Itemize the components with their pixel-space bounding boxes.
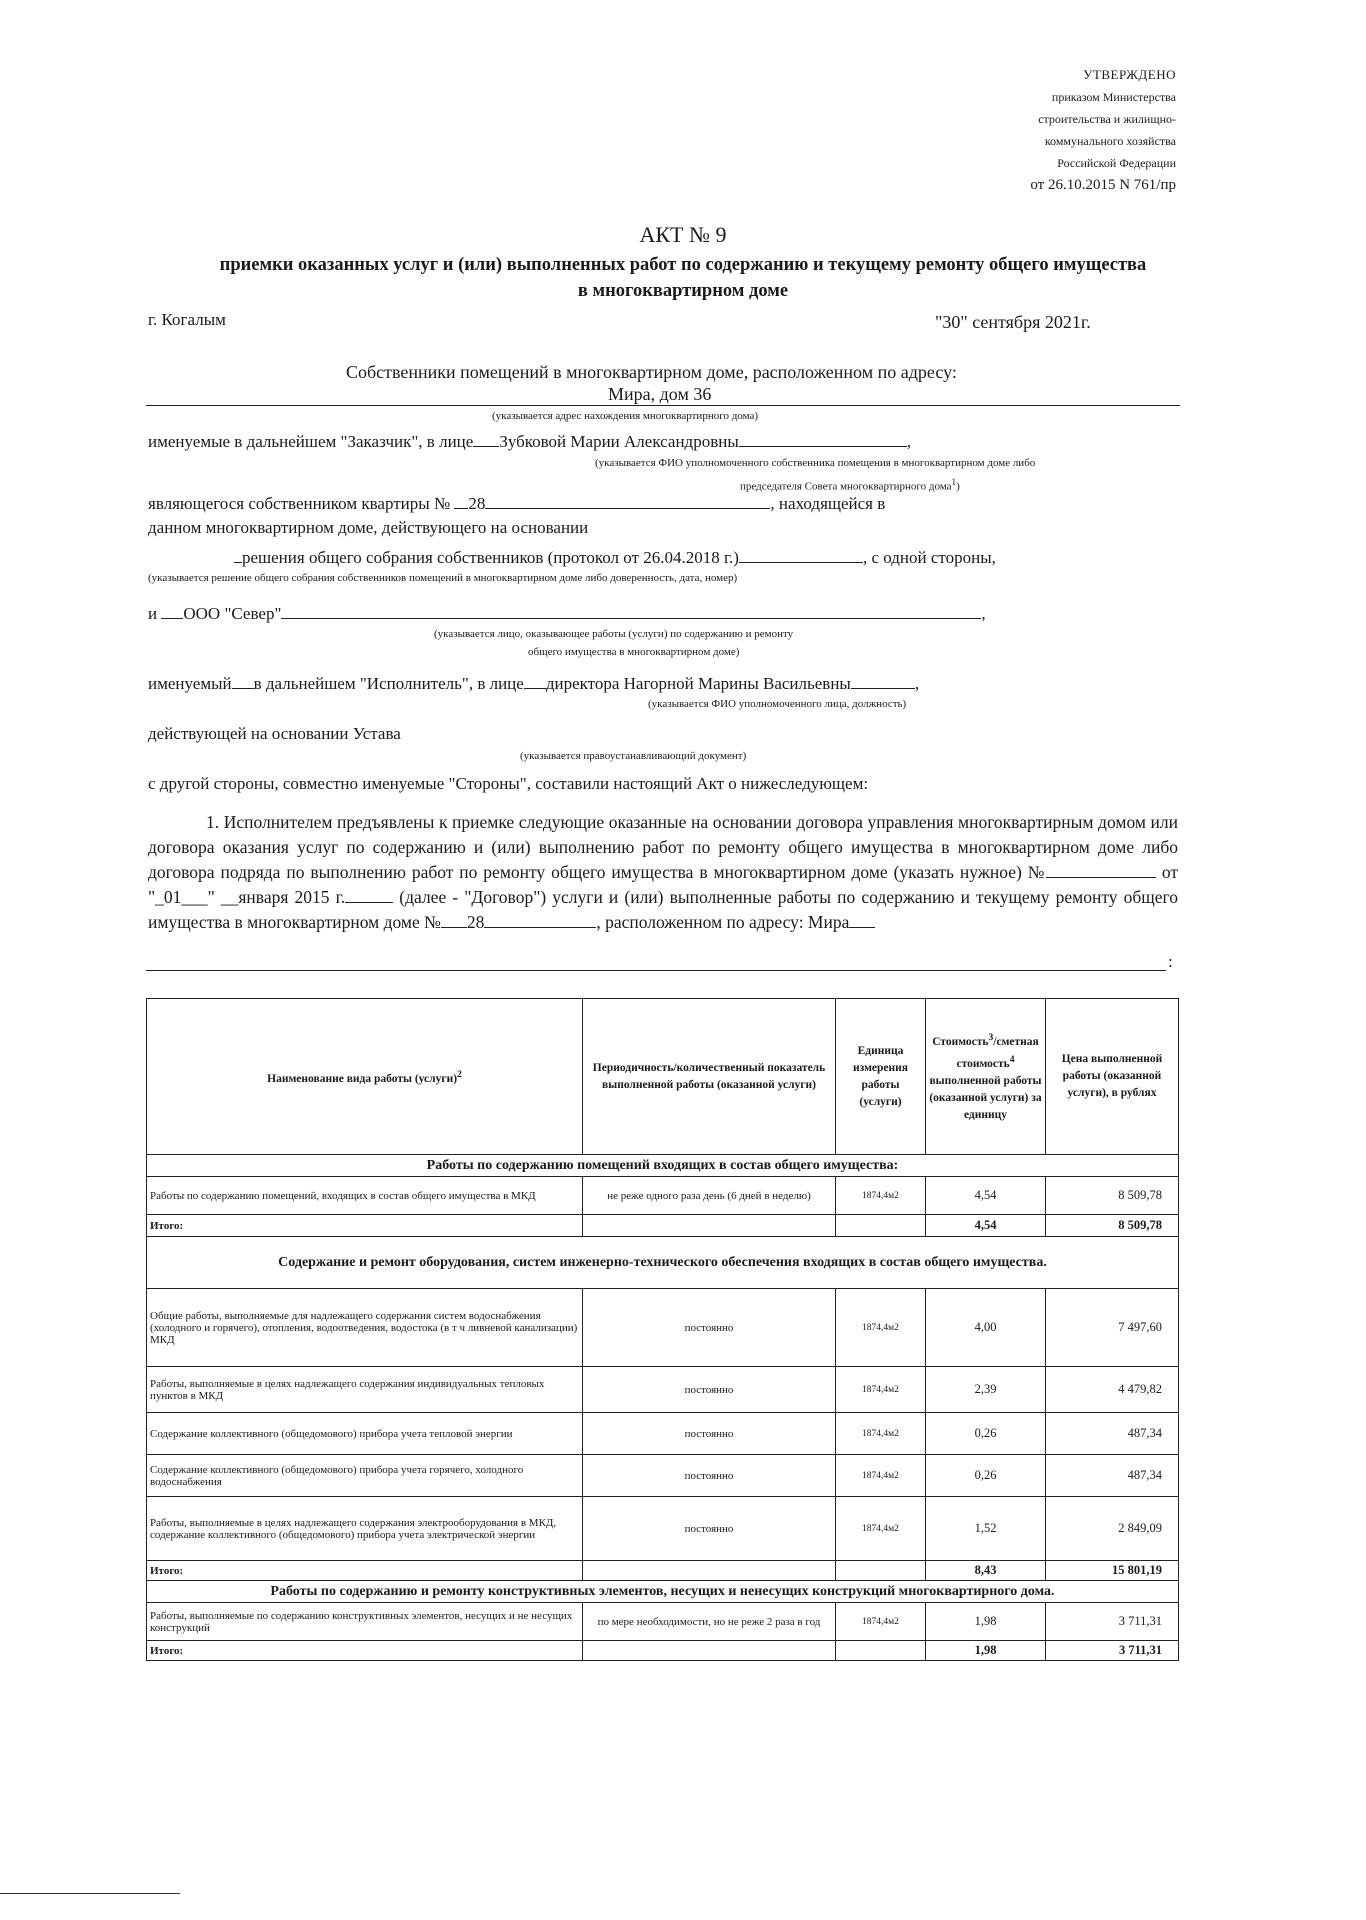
contractor-hint: (указывается лицо, оказывающее работы (услуги) по содержанию и ремонту: [434, 628, 794, 640]
work-periodicity: постоянно: [583, 1367, 836, 1413]
blank-line: [473, 432, 499, 447]
section-title-row: [147, 1237, 1179, 1289]
act-subtitle-line2: в многоквартирном доме: [577, 281, 789, 301]
work-unit: 1874,4м2: [836, 1367, 926, 1413]
table-row: [147, 1603, 1179, 1641]
footnote-ref: 1: [951, 477, 957, 487]
work-name: Содержание коллективного (общедомового) прибора учета горячего, холодного водоснабжения: [147, 1455, 583, 1497]
header-cost-c: выполненной работы (оказанной услуги) за единицу: [929, 1074, 1042, 1121]
table-row: [147, 1455, 1179, 1497]
blank-line: [441, 913, 467, 928]
executor-prefix: именуемый: [148, 674, 232, 693]
blank-line: [234, 548, 242, 563]
work-unit: 1874,4м2: [836, 1497, 926, 1561]
total-label: Итого:: [147, 1641, 583, 1661]
work-cost: 2,39: [926, 1367, 1046, 1413]
work-price: 3 711,31: [1046, 1603, 1179, 1641]
work-cost: 4,00: [926, 1289, 1046, 1367]
header-price: Цена выполненной работы (оказанной услуги), в рублях: [1046, 999, 1179, 1155]
blank-line: [161, 604, 183, 619]
contractor-hint: общего имущества в многоквартирном доме): [528, 646, 740, 658]
total-price: 15 801,19: [1046, 1561, 1179, 1581]
table-header-row: [147, 999, 1179, 1155]
clause-1-part1: 1. Исполнителем предъявлены к приемке следующие оказанные на основании договора управления многоквартирным домом или договора оказания услуг по содержанию и (или) выполнению работ по ремонту общего имущества в многоквартирном доме либо договора подряда по выполнению работ по ремонту общего имущества в многоквартирном доме (указать нужное) №: [148, 812, 1178, 882]
work-cost: 4,54: [926, 1177, 1046, 1215]
blank-line: [849, 913, 875, 928]
work-price: 7 497,60: [1046, 1289, 1179, 1367]
blank-line: [739, 432, 907, 447]
work-cost: 1,98: [926, 1603, 1046, 1641]
total-cost: 4,54: [926, 1215, 1046, 1237]
basis-intro: данном многоквартирном доме, действующего на основании: [148, 518, 589, 537]
work-price: 2 849,09: [1046, 1497, 1179, 1561]
work-unit: 1874,4м2: [836, 1177, 926, 1215]
approval-line: коммунального хозяйства: [1044, 134, 1176, 148]
blank-line: [739, 548, 863, 563]
basis-line: [234, 548, 996, 568]
approval-line: приказом Министерства: [1051, 90, 1176, 104]
approval-block: [956, 64, 1176, 196]
empty-cell: [836, 1641, 926, 1661]
section-title: Работы по содержанию помещений входящих в состав общего имущества:: [147, 1155, 1179, 1177]
clause-underline: [146, 970, 1166, 971]
total-cost: 8,43: [926, 1561, 1046, 1581]
total-label: Итого:: [147, 1561, 583, 1581]
header-periodicity: Периодичность/количественный показатель выполненной работы (оказанной услуги): [583, 999, 836, 1155]
footnote-ref: 4: [1009, 1054, 1015, 1065]
blank-line: [524, 674, 546, 689]
clause-1-part2: от "_01___" __января 2015 г.: [148, 862, 1178, 907]
table-row: [147, 1289, 1179, 1367]
empty-cell: [583, 1215, 836, 1237]
work-periodicity: постоянно: [583, 1497, 836, 1561]
work-periodicity: постоянно: [583, 1289, 836, 1367]
executor-hint: (указывается ФИО уполномоченного лица, должность): [648, 698, 907, 710]
work-price: 4 479,82: [1046, 1367, 1179, 1413]
work-unit: 1874,4м2: [836, 1455, 926, 1497]
empty-cell: [836, 1561, 926, 1581]
blank-line: [345, 888, 393, 903]
blank-line: [851, 674, 915, 689]
apartment-number: 28: [468, 494, 486, 513]
act-title: АКТ № 9: [639, 222, 727, 247]
executor-basis: действующей на основании Устава: [148, 724, 401, 743]
act-date: "30" сентября 2021г.: [935, 312, 1091, 332]
header-name-text: Наименование вида работы (услуги): [267, 1072, 458, 1085]
table-row: [147, 1177, 1179, 1215]
header-cost: [926, 999, 1046, 1155]
clause-1: [148, 810, 1178, 935]
approval-line: строительства и жилищно-: [1038, 112, 1176, 126]
blank-line: [485, 494, 770, 509]
blank-line: [281, 604, 981, 619]
customer-hint: [740, 477, 960, 493]
approval-line: Российской Федерации: [1057, 156, 1176, 170]
clause-1-part3: (далее - "Договор") услуги и (или) выполненные работы по содержанию и текущему ремонту общего имущества в многоквартирном доме №: [148, 887, 1178, 932]
total-price: 8 509,78: [1046, 1215, 1179, 1237]
work-unit: 1874,4м2: [836, 1413, 926, 1455]
apartment-suffix: , находящейся в: [770, 494, 886, 513]
basis2-hint: (указывается правоустанавливающий документ): [520, 750, 747, 762]
owners-intro: Собственники помещений в многоквартирном доме, расположенном по адресу:: [346, 362, 957, 382]
work-price: 487,34: [1046, 1413, 1179, 1455]
work-unit: 1874,4м2: [836, 1289, 926, 1367]
total-label: Итого:: [147, 1215, 583, 1237]
customer-hint: (указывается ФИО уполномоченного собственника помещения в многоквартирном доме либо: [595, 457, 1036, 469]
act-city: г. Когалым: [148, 310, 226, 329]
header-unit: Единица измерения работы (услуги): [836, 999, 926, 1155]
customer-hint-end: ): [956, 480, 960, 493]
work-name: Работы, выполняемые в целях надлежащего содержания электрооборудования в МКД, содержание коллективного (общедомового) прибора учета электрической энергии: [147, 1497, 583, 1561]
total-row: [147, 1561, 1179, 1581]
header-cost-b: /сметная стоимость: [956, 1036, 1039, 1070]
work-periodicity: постоянно: [583, 1455, 836, 1497]
approval-order: от 26.10.2015 N 761/пр: [1030, 177, 1176, 193]
blank-line: [454, 494, 468, 509]
work-price: 487,34: [1046, 1455, 1179, 1497]
executor-line: именуемый в дальнейшем "Исполнитель", в лице директора Нагорной Марины Васильевны ,: [148, 674, 920, 693]
and-label: и: [148, 604, 158, 623]
total-row: [147, 1641, 1179, 1661]
work-name: Работы по содержанию помещений, входящих в состав общего имущества в МКД: [147, 1177, 583, 1215]
work-cost: 1,52: [926, 1497, 1046, 1561]
contractor-name: ООО "Север": [183, 604, 282, 623]
house-address: Мира, дом 36: [608, 384, 712, 404]
work-periodicity: по мере необходимости, но не реже 2 раза в год: [583, 1603, 836, 1641]
work-cost: 0,26: [926, 1413, 1046, 1455]
section-title: Работы по содержанию и ремонту конструктивных элементов, несущих и ненесущих конструкций многоквартирного дома.: [147, 1581, 1179, 1603]
blank-line: [1046, 863, 1156, 878]
empty-cell: [583, 1561, 836, 1581]
clause-1-part4: , расположенном по адресу: Мира: [596, 912, 850, 932]
work-name: Работы, выполняемые в целях надлежащего содержания индивидуальных тепловых пунктов в МКД: [147, 1367, 583, 1413]
basis-text: решения общего собрания собственников (протокол от 26.04.2018 г.): [242, 548, 739, 567]
work-cost: 0,26: [926, 1455, 1046, 1497]
total-price: 3 711,31: [1046, 1641, 1179, 1661]
footnote-separator: [0, 1893, 180, 1894]
work-periodicity: постоянно: [583, 1413, 836, 1455]
customer-prefix: именуемые в дальнейшем "Заказчик", в лице: [148, 432, 474, 451]
section-title-row: [147, 1581, 1179, 1603]
section-title-row: [147, 1155, 1179, 1177]
header-cost-a: Стоимость: [932, 1036, 989, 1048]
blank-line: [484, 913, 596, 928]
apartment-line: [148, 494, 885, 514]
act-subtitle: [0, 252, 1366, 304]
blank-line: [232, 674, 254, 689]
work-unit: 1874,4м2: [836, 1603, 926, 1641]
table-row: [147, 1413, 1179, 1455]
works-table: [146, 998, 1179, 1661]
act-subtitle-line1: приемки оказанных услуг и (или) выполненных работ по содержанию и текущему ремонту общего имущества: [219, 255, 1147, 275]
basis-suffix: , с одной стороны,: [862, 548, 996, 567]
total-row: [147, 1215, 1179, 1237]
executor-middle: в дальнейшем "Исполнитель", в лице: [253, 674, 524, 693]
contractor-line: и ООО "Север" ,: [148, 604, 986, 623]
clause-end-mark: :: [1168, 952, 1173, 971]
table-row: [147, 1367, 1179, 1413]
basis-hint: (указывается решение общего собрания собственников помещений в многоквартирном доме либо доверенность, дата, номер): [148, 572, 738, 584]
total-cost: 1,98: [926, 1641, 1046, 1661]
work-name: Общие работы, выполняемые для надлежащего содержания систем водоснабжения (холодного и горячего), отопления, водоотведения, водостока (в т ч ливневой канализации) МКД: [147, 1289, 583, 1367]
address-hint: (указывается адрес нахождения многоквартирного дома): [492, 410, 759, 422]
approval-heading: УТВЕРЖДЕНО: [1083, 67, 1176, 82]
work-name: Содержание коллективного (общедомового) прибора учета тепловой энергии: [147, 1413, 583, 1455]
address-underline: [146, 405, 1180, 406]
executor-name: директора Нагорной Марины Васильевны: [545, 674, 851, 693]
footnote-ref: 3: [988, 1032, 994, 1044]
work-price: 8 509,78: [1046, 1177, 1179, 1215]
table-row: [147, 1497, 1179, 1561]
other-side: с другой стороны, совместно именуемые "Стороны", составили настоящий Акт о нижеследующем:: [148, 774, 869, 793]
header-name: [147, 999, 583, 1155]
work-name: Работы, выполняемые по содержанию конструктивных элементов, несущих и не несущих конструкций: [147, 1603, 583, 1641]
work-periodicity: не реже одного раза день (6 дней в неделю): [583, 1177, 836, 1215]
empty-cell: [836, 1215, 926, 1237]
customer-line: именуемые в дальнейшем "Заказчик", в лице Зубковой Марии Александровны ,: [148, 432, 911, 451]
section-title: Содержание и ремонт оборудования, систем инженерно-технического обеспечения входящих в состав общего имущества.: [147, 1237, 1179, 1289]
clause-1-house-number: 28: [466, 912, 485, 932]
footnote-ref: 2: [457, 1068, 462, 1080]
empty-cell: [583, 1641, 836, 1661]
customer-hint-text: председателя Совета многоквартирного дома: [740, 480, 952, 493]
apartment-prefix: являющегося собственником квартиры №: [148, 494, 451, 513]
customer-name: Зубковой Марии Александровны: [499, 432, 739, 451]
